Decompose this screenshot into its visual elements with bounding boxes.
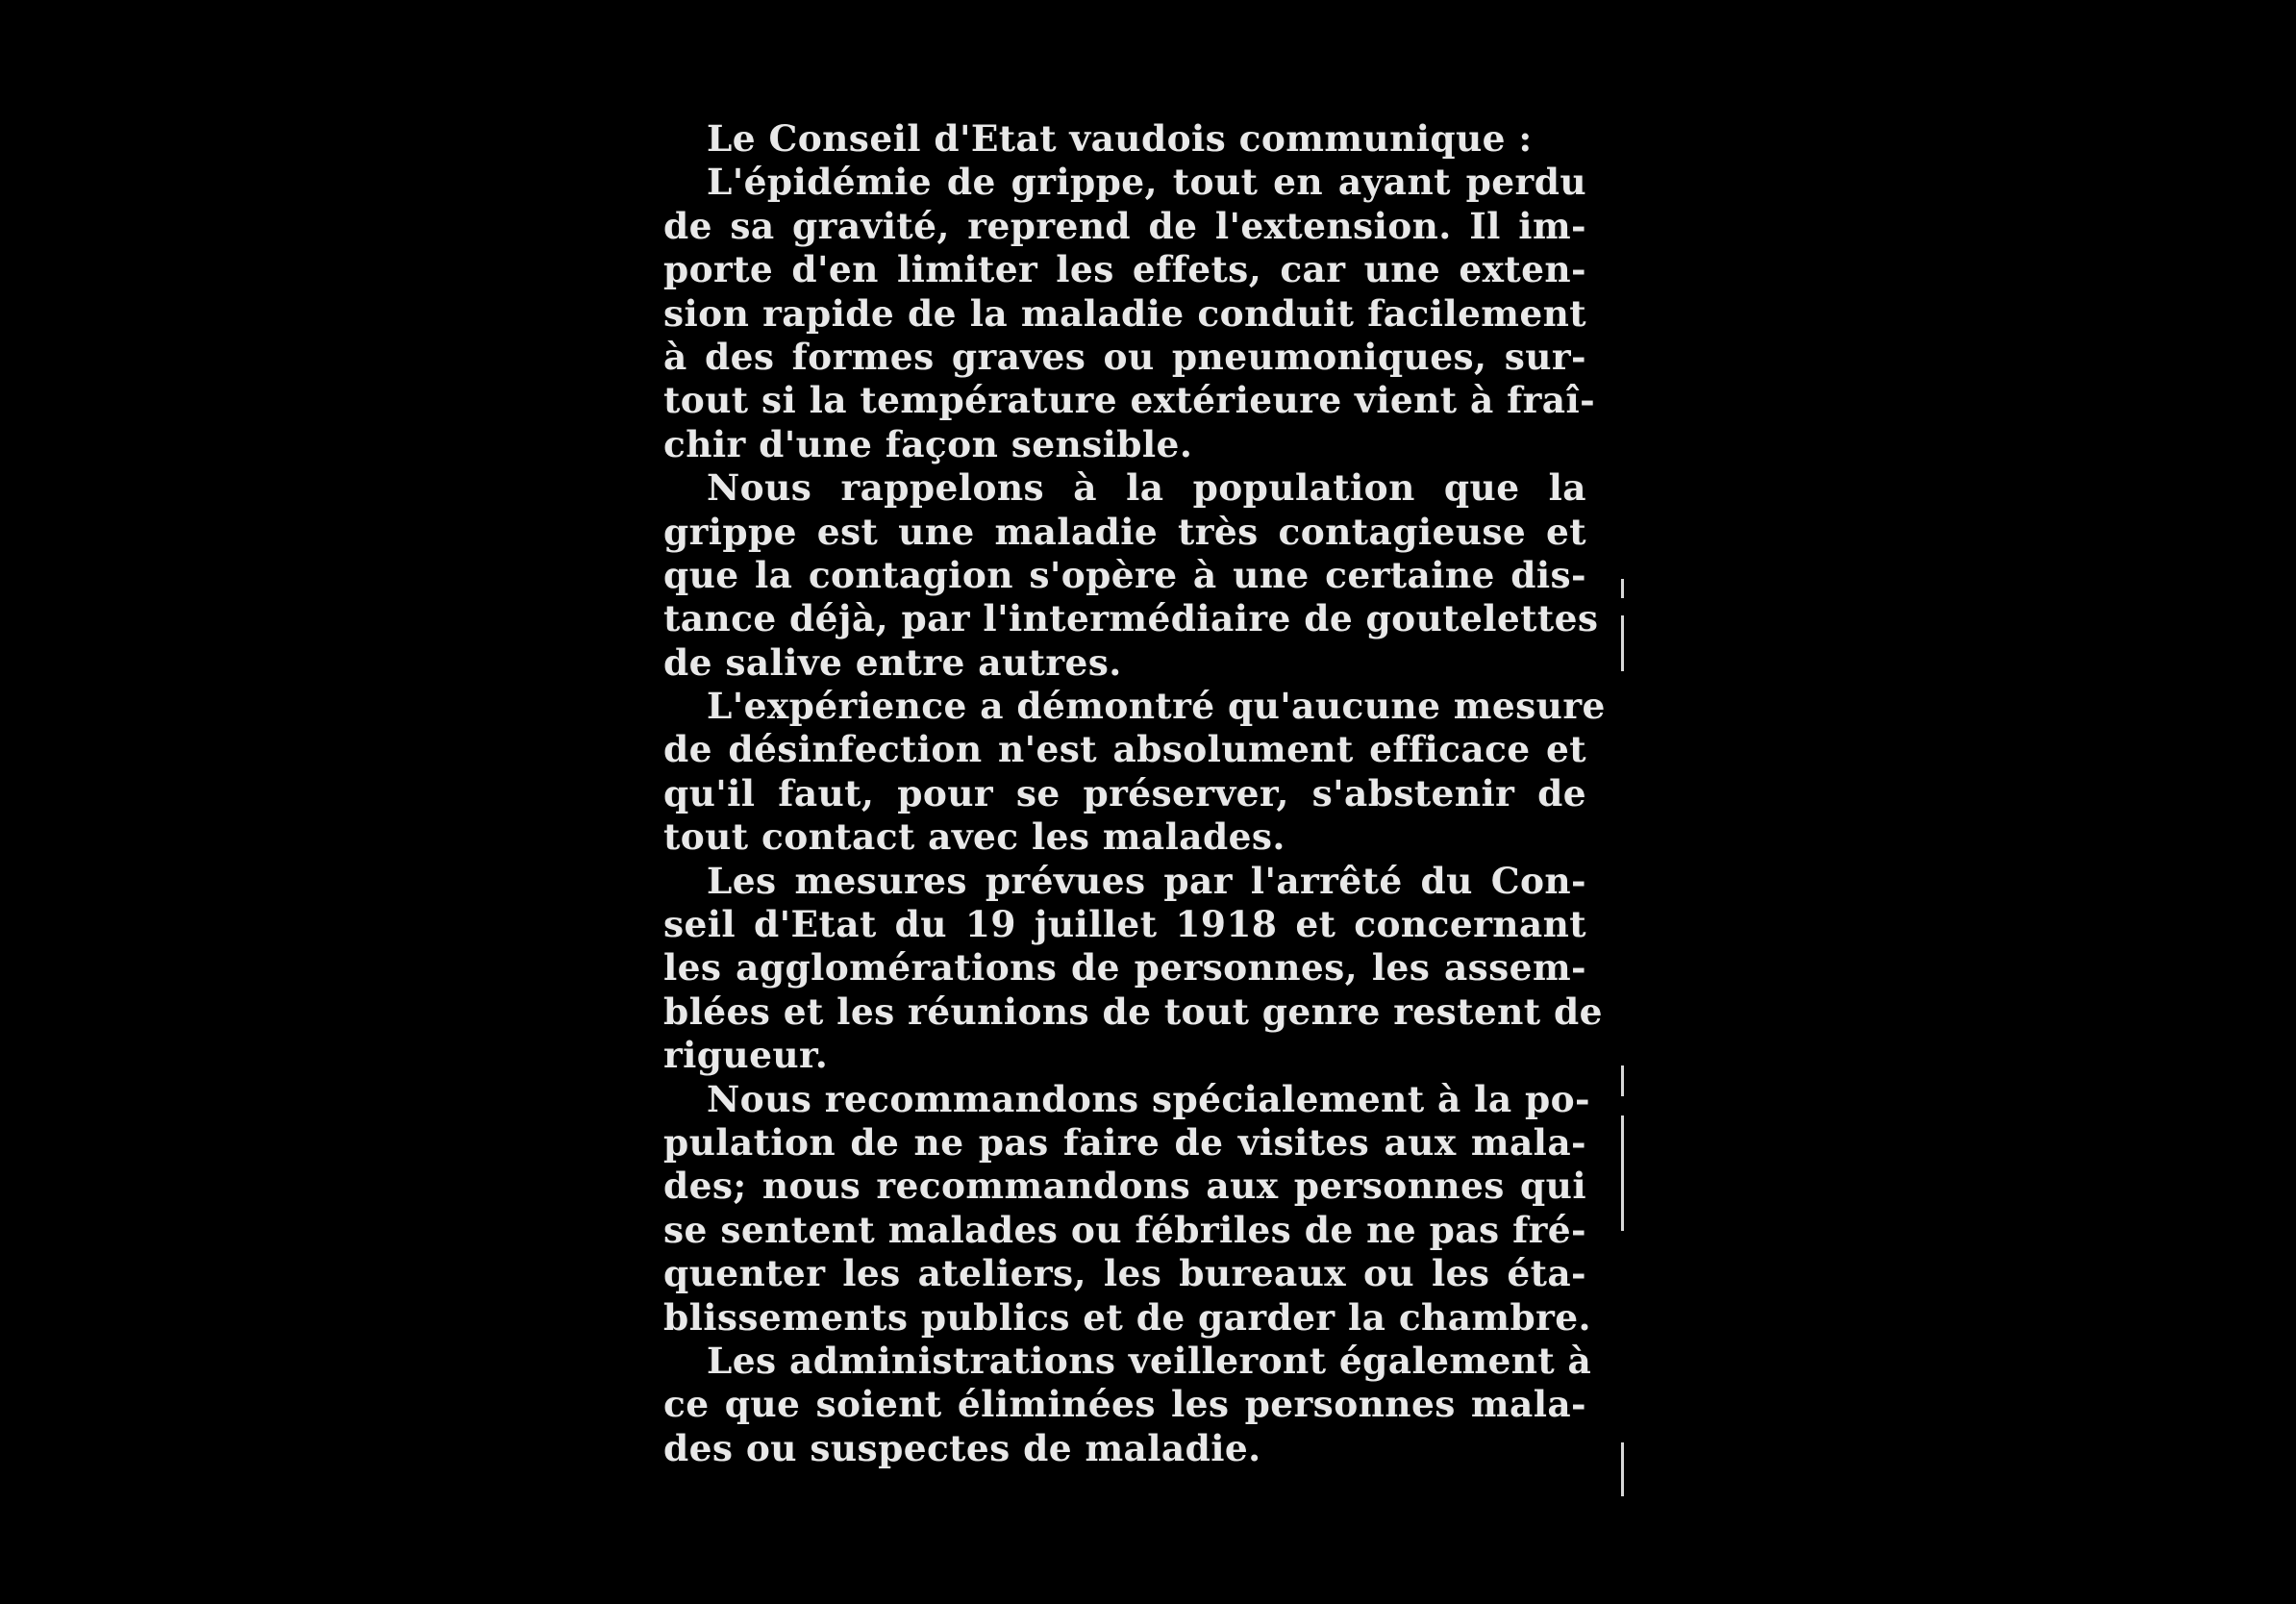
text-line: grippe est une maladie très contagieuse et <box>663 510 1586 553</box>
text-line: seil d'Etat du 19 juillet 1918 et concernant <box>663 903 1586 946</box>
text-line: L'épidémie de grippe, tout en ayant perdu <box>707 161 1586 204</box>
text-line: ce que soient éliminées les personnes mala- <box>663 1383 1586 1426</box>
text-line: blées et les réunions de tout genre restent de <box>663 990 1603 1033</box>
text-line: Nous recommandons spécialement à la po- <box>707 1077 1590 1120</box>
text-line: qu'il faut, pour se préserver, s'abstenir de <box>663 771 1586 815</box>
text-line: tout si la température extérieure vient à fraî- <box>663 379 1596 422</box>
paragraph-intro <box>663 117 1586 161</box>
text-line: des ou suspectes de maladie. <box>663 1426 1261 1469</box>
text-line: se sentent malades ou fébriles de ne pas fré- <box>663 1208 1586 1251</box>
text-line: de salive entre autres. <box>663 640 1122 684</box>
text-line: sion rapide de la maladie conduit facilement <box>663 291 1586 335</box>
text-line: de sa gravité, reprend de l'extension. Il im- <box>663 204 1586 247</box>
text-line: que la contagion s'opère à une certaine dis- <box>663 553 1586 596</box>
text-line: chir d'une façon sensible. <box>663 422 1193 465</box>
paragraph-recommendations <box>663 1077 1591 1340</box>
text-line: Le Conseil d'Etat vaudois communique : <box>707 117 1533 160</box>
text-line: des; nous recommandons aux personnes qui <box>663 1165 1586 1208</box>
text-line: tance déjà, par l'intermédiaire de goutelettes <box>663 597 1599 640</box>
text-line: pulation de ne pas faire de visites aux mala- <box>663 1120 1586 1164</box>
text-line: L'expérience a démontré qu'aucune mesure <box>707 685 1606 728</box>
article-column <box>663 117 1606 1470</box>
paragraph-measures <box>663 859 1603 1078</box>
text-line: à des formes graves ou pneumoniques, sur- <box>663 335 1586 378</box>
text-line: de désinfection n'est absolument efficace et <box>663 728 1586 771</box>
text-line: Les mesures prévues par l'arrêté du Con- <box>707 859 1586 902</box>
paragraph-administrations <box>663 1339 1592 1470</box>
column-rule-fragment <box>1621 1065 1624 1096</box>
text-line: blissements publics et de garder la chambre. <box>663 1295 1591 1339</box>
paragraph-disinfection <box>663 685 1606 860</box>
text-line: les agglomérations de personnes, les assem- <box>663 946 1586 990</box>
column-rule-fragment <box>1621 1115 1624 1231</box>
text-line: Les administrations veilleront également à <box>707 1339 1592 1382</box>
text-line: tout contact avec les malades. <box>663 815 1285 859</box>
text-line: rigueur. <box>663 1034 829 1077</box>
text-line: porte d'en limiter les effets, car une exten- <box>663 248 1586 291</box>
column-rule-fragment <box>1621 615 1624 671</box>
column-rule-fragment <box>1621 579 1624 598</box>
column-rule-fragment <box>1621 1442 1624 1496</box>
paragraph-contagion <box>663 466 1599 685</box>
paragraph-epidemic <box>663 161 1596 466</box>
text-line: quenter les ateliers, les bureaux ou les éta- <box>663 1252 1586 1295</box>
text-line: Nous rappelons à la population que la <box>707 466 1586 510</box>
